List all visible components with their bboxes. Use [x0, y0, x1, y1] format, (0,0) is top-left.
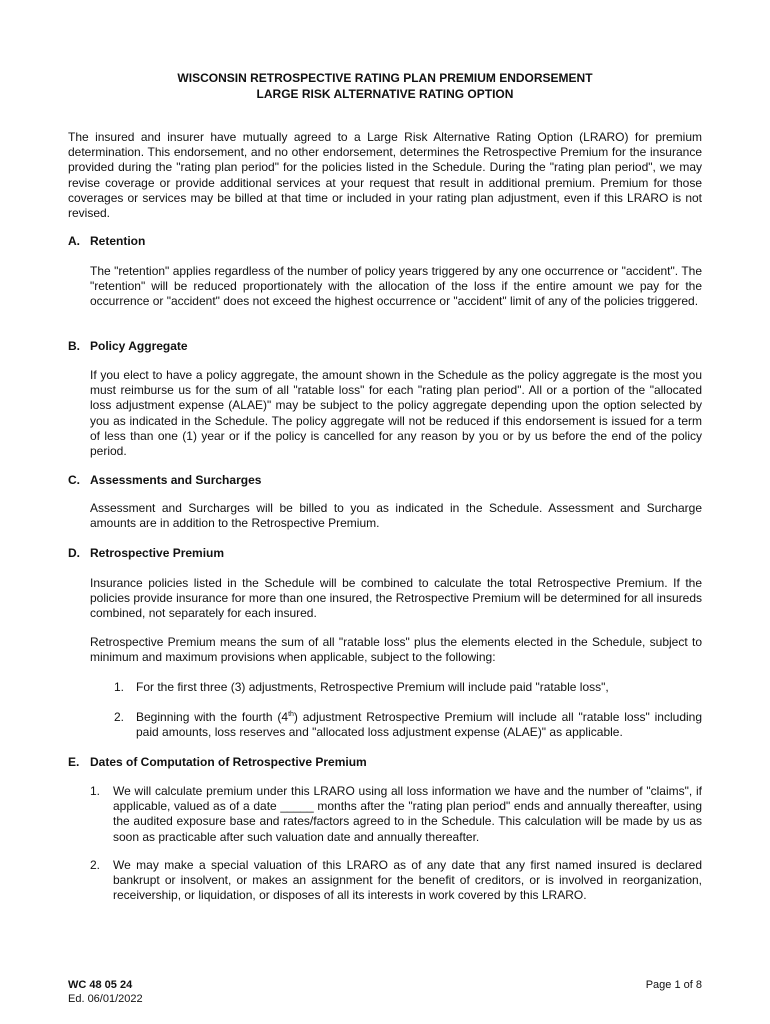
edition-date: Ed. 06/01/2022 [68, 993, 143, 1005]
section-a-heading [68, 234, 145, 249]
list-item-text: We will calculate premium under this LRARO using all loss information we have and the number of "claims", if applicable, valued as of a date _____ months after the "rating plan period" ends and annually thereafter, using the audited exposure base and rates/factors agreed to in the Schedule. This calculation will be made by us as soon as practicable after such valuation date and annually thereafter. [113, 784, 702, 844]
intro-paragraph: The insured and insurer have mutually agreed to a Large Risk Alternative Rating Option (LRARO) for premium determination. This endorsement, and no other endorsement, determines the Retrospective Premium for the insurance provided during the "rating plan period" for the policies listed in the Schedule. During the "rating plan period", we may revise coverage or provide additional services at your request that result in additional premium. Premium for those coverages or services may be billed at that time or included in your rating plan adjustment, even if this LRARO is not revised. [68, 130, 702, 221]
form-code: WC 48 05 24 [68, 979, 133, 991]
section-b-letter: B. [68, 339, 80, 353]
section-a-title: Retention [90, 234, 146, 248]
list-number: 2. [90, 858, 101, 872]
document-title-line2: LARGE RISK ALTERNATIVE RATING OPTION [256, 87, 514, 101]
section-d-heading [68, 546, 224, 561]
list-number: 1. [114, 680, 125, 694]
section-e-list-item-1 [90, 784, 702, 845]
section-a-text: The "retention" applies regardless of the number of policy years triggered by any one occurrence or "accident". The "retention" will be reduced proportionately with the allocation of the loss if the entire amount we pay for the occurrence or "accident" does not exceed the highest occurrence or "accident" limit of any of the policies triggered. [90, 264, 702, 309]
section-b-heading [68, 339, 188, 354]
section-d-list-item-2 [114, 710, 702, 740]
list-number: 2. [114, 710, 125, 724]
section-a-letter: A. [68, 234, 80, 248]
list-item-text-pre: Beginning with the fourth (4 [136, 710, 289, 724]
section-d-text2: Retrospective Premium means the sum of all "ratable loss" plus the elements elected in the Schedule, subject to minimum and maximum provisions when applicable, subject to the following: [90, 635, 702, 665]
section-c-letter: C. [68, 473, 80, 487]
section-b-text: If you elect to have a policy aggregate, the amount shown in the Schedule as the policy aggregate is the most you must reimburse us for the sum of all "ratable loss" for each "rating plan period". All or a portion of the "allocated loss adjustment expense (ALAE)" may be subject to the policy aggregate depending upon the option selected by you as indicated in the Schedule. The policy aggregate will not be reduced if this endorsement is issued for a term of less than one (1) year or if the policy is cancelled for any reason by you or by us before the end of the policy period. [90, 368, 702, 459]
section-d-title: Retrospective Premium [90, 546, 225, 560]
list-item-text: For the first three (3) adjustments, Retrospective Premium will include paid "ratable loss", [136, 680, 609, 694]
section-d-letter: D. [68, 546, 80, 560]
section-e-list-item-2 [90, 858, 702, 904]
page-number: Page 1 of 8 [645, 979, 702, 991]
list-number: 1. [90, 784, 101, 798]
document-title-line1: WISCONSIN RETROSPECTIVE RATING PLAN PREMIUM ENDORSEMENT [177, 71, 593, 85]
ordinal-superscript: th [288, 711, 294, 718]
list-item-text: We may make a special valuation of this LRARO as of any date that any first named insured is declared bankrupt or insolvent, or makes an assignment for the benefit of creditors, or is involved in reorganization, receivership, or liquidation, or disposes of all its interests in work covered by this LRARO. [113, 858, 702, 903]
footer-form-info [68, 978, 143, 1006]
list-item-text-post: ) adjustment Retrospective Premium will include all "ratable loss" including paid amounts, loss reserves and "allocated loss adjustment expense (ALAE)" as applicable. [136, 710, 703, 740]
section-e-title: Dates of Computation of Retrospective Premium [90, 755, 367, 769]
section-e-letter: E. [68, 755, 80, 769]
section-b-title: Policy Aggregate [90, 339, 188, 353]
section-c-title: Assessments and Surcharges [90, 473, 262, 487]
section-d-text1: Insurance policies listed in the Schedule will be combined to calculate the total Retrospective Premium. If the policies provide insurance for more than one insured, the Retrospective Premium will be determined for all insureds combined, not separately for each insured. [90, 576, 702, 621]
section-d-list-item-1 [114, 680, 702, 695]
section-e-heading [68, 755, 367, 770]
section-c-heading [68, 473, 261, 488]
section-c-text: Assessment and Surcharges will be billed to you as indicated in the Schedule. Assessment and Surcharge amounts are in addition to the Retrospective Premium. [90, 501, 702, 531]
